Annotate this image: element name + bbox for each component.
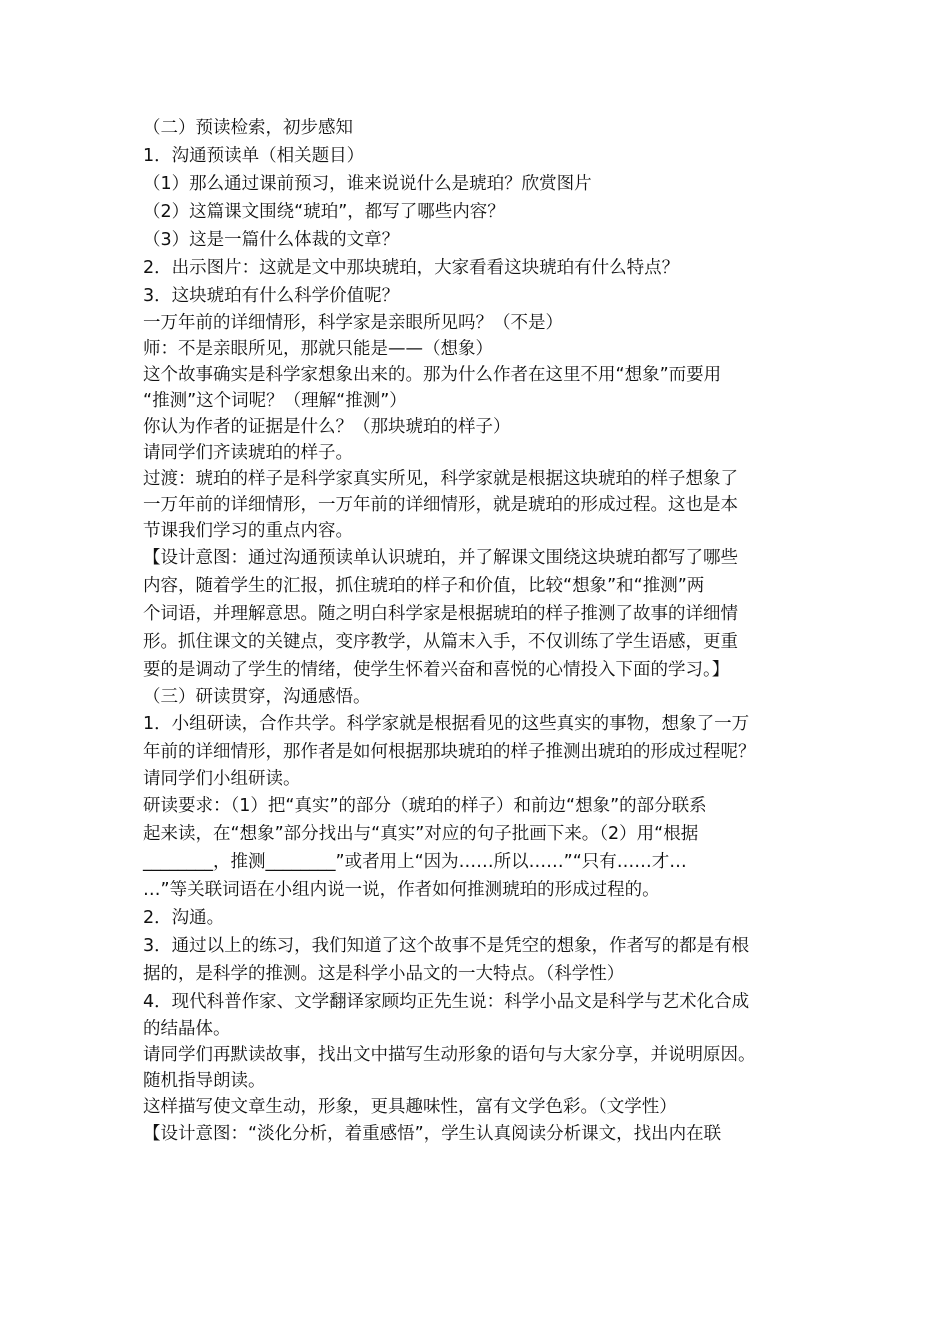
text-line: 【设计意图：通过沟通预读单认识琥珀，并了解课文围绕这块琥珀都写了哪些 (143, 548, 738, 568)
text-line: 过渡：琥珀的样子是科学家真实所见，科学家就是根据这块琥珀的样子想象了 (143, 469, 738, 489)
text-line: 4．现代科普作家、文学翻译家顾均正先生说：科学小品文是科学与艺术化合成 (143, 992, 750, 1012)
text-line: 3．这块琥珀有什么科学价值呢？ (143, 286, 400, 306)
text-line: （2）这篇课文围绕“琥珀”，都写了哪些内容？ (143, 202, 505, 222)
text-line: 【设计意图：“淡化分析，着重感悟”，学生认真阅读分析课文，找出内在联 (143, 1124, 722, 1144)
text-line: 内容，随着学生的汇报，抓住琥珀的样子和价值，比较“想象”和“推测”两 (143, 576, 705, 596)
text-line: ________，推测________”或者用上“因为……所以……”“只有……才… (143, 852, 687, 872)
text-line: 2．沟通。 (143, 908, 225, 928)
document-body (143, 114, 823, 1148)
text-line: 节课我们学习的重点内容。 (143, 521, 353, 541)
text-line: 年前的详细情形，那作者是如何根据那块琥珀的样子推测出琥珀的形成过程呢？ (143, 742, 756, 762)
text-line: （3）这是一篇什么体裁的文章？ (143, 230, 400, 250)
text-line: 这个故事确实是科学家想象出来的。那为什么作者在这里不用“想象”而要用 (143, 365, 722, 385)
text-line: （三）研读贯穿，沟通感悟。 (143, 687, 371, 707)
text-line: 请同学们齐读琥珀的样子。 (143, 443, 353, 463)
text-line: 1．沟通预读单（相关题目） (143, 146, 365, 166)
text-line: 师：不是亲眼所见，那就只能是——（想象） (143, 339, 493, 359)
text-line: 你认为作者的证据是什么？（那块琥珀的样子） (143, 417, 511, 437)
text-line: （1）那么通过课前预习，谁来说说什么是琥珀？欣赏图片 (143, 174, 592, 194)
text-line: 研读要求：（1）把“真实”的部分（琥珀的样子）和前边“想象”的部分联系 (143, 796, 707, 816)
text-line: 请同学们小组研读。 (143, 769, 301, 789)
text-line: 的结晶体。 (143, 1019, 231, 1039)
text-line: 请同学们再默读故事，找出文中描写生动形象的语句与大家分享，并说明原因。 (143, 1045, 756, 1065)
text-line: 随机指导朗读。 (143, 1071, 266, 1091)
text-line: 形。抓住课文的关键点，变序教学，从篇末入手，不仅训练了学生语感，更重 (143, 632, 738, 652)
text-line: 2．出示图片：这就是文中那块琥珀，大家看看这块琥珀有什么特点？ (143, 258, 680, 278)
text-line: 3．通过以上的练习，我们知道了这个故事不是凭空的想象，作者写的都是有根 (143, 936, 750, 956)
text-line: …”等关联词语在小组内说一说，作者如何推测琥珀的形成过程的。 (143, 880, 660, 900)
text-line: 这样描写使文章生动，形象，更具趣味性，富有文学色彩。（文学性） (143, 1097, 677, 1117)
text-line: 据的，是科学的推测。这是科学小品文的一大特点。（科学性） (143, 964, 625, 984)
text-line: （二）预读检索，初步感知 (143, 118, 353, 138)
text-line: 一万年前的详细情形，一万年前的详细情形，就是琥珀的形成过程。这也是本 (143, 495, 738, 515)
text-line: 起来读，在“想象”部分找出与“真实”对应的句子批画下来。（2）用“根据 (143, 824, 699, 844)
text-line: “推测”这个词呢？（理解“推测”） (143, 391, 407, 411)
text-line: 1．小组研读，合作共学。科学家就是根据看见的这些真实的事物，想象了一万 (143, 714, 750, 734)
text-line: 要的是调动了学生的情绪，使学生怀着兴奋和喜悦的心情投入下面的学习。】 (143, 660, 730, 680)
text-line: 个词语，并理解意思。随之明白科学家是根据琥珀的样子推测了故事的详细情 (143, 604, 738, 624)
text-line: 一万年前的详细情形，科学家是亲眼所见吗？（不是） (143, 313, 563, 333)
